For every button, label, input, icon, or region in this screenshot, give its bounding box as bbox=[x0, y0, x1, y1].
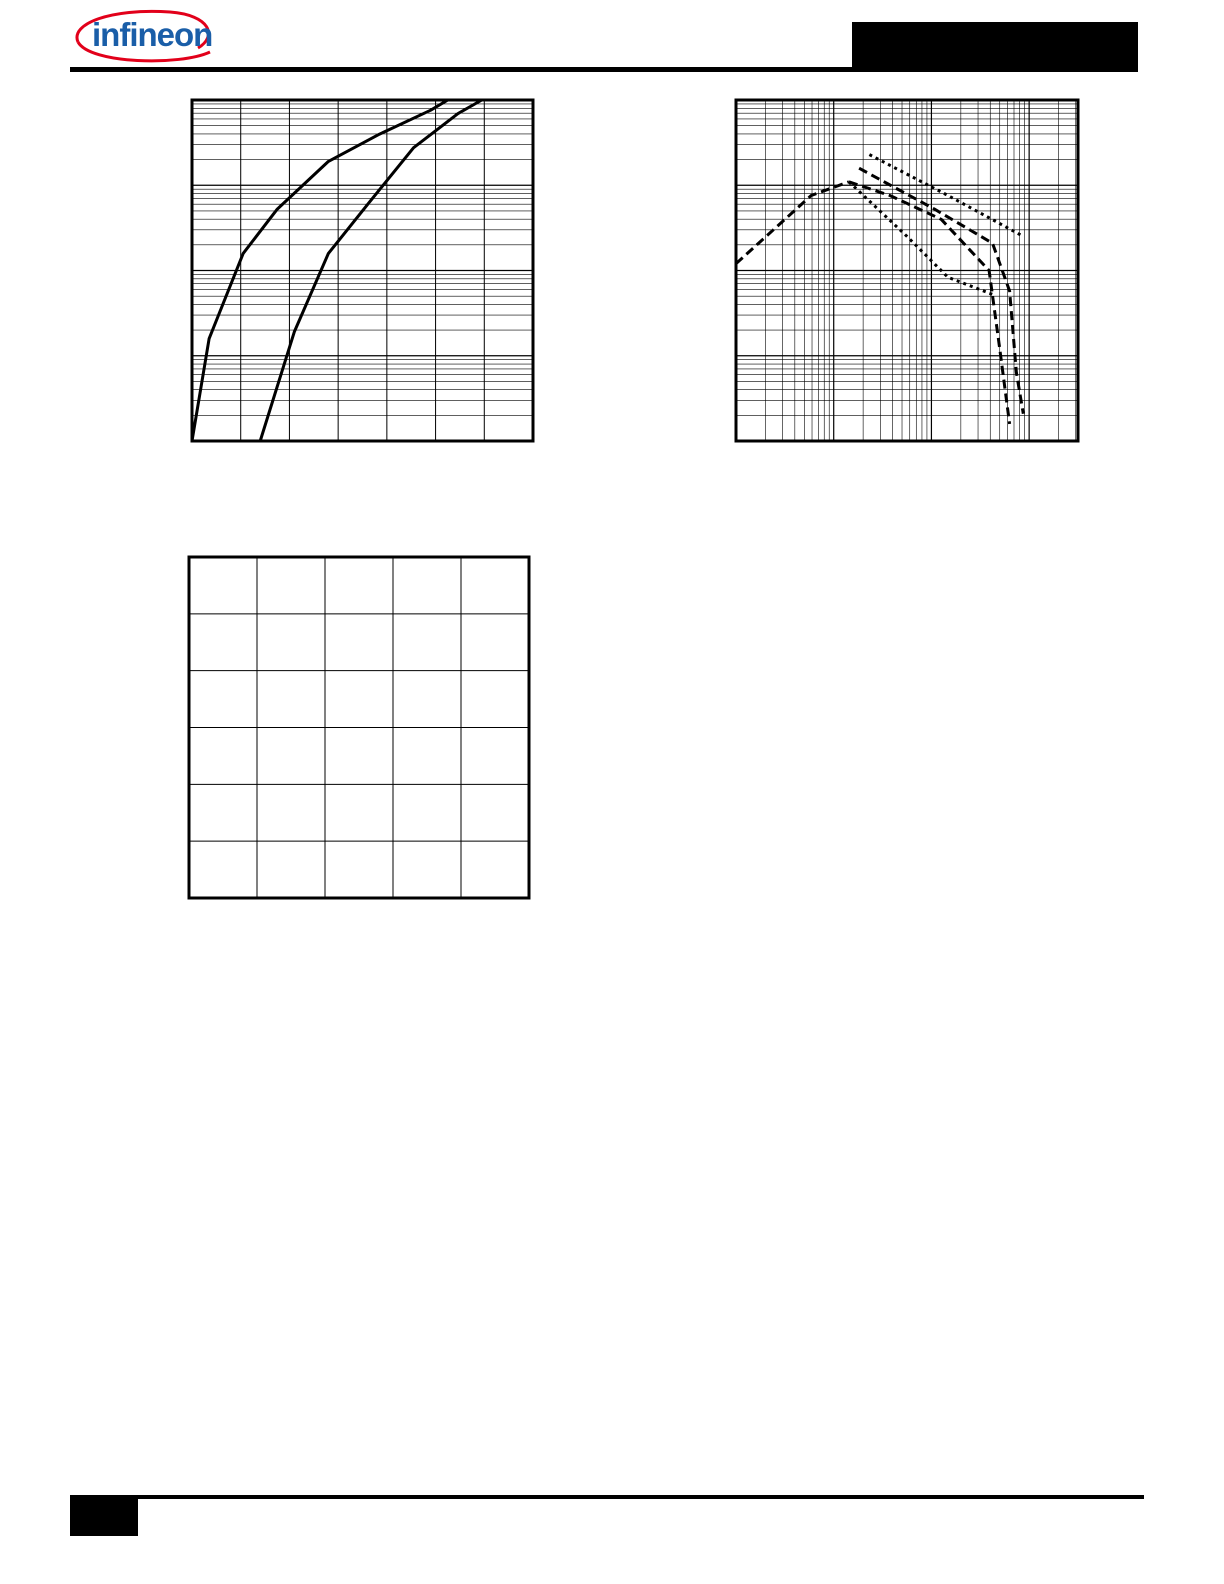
series-line bbox=[859, 168, 1023, 414]
footer-rule bbox=[70, 1495, 1144, 1499]
series-line bbox=[849, 182, 1010, 424]
logo-text: infineon bbox=[92, 16, 213, 53]
footer-black-box bbox=[70, 1495, 138, 1536]
series-line bbox=[736, 182, 849, 264]
